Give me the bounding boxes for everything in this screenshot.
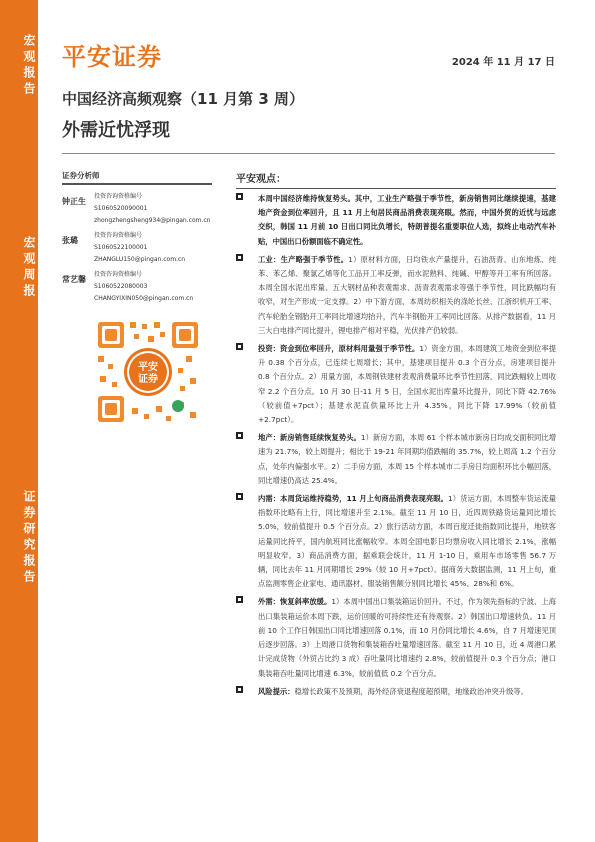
key-point-lead: 风险提示： (258, 686, 295, 696)
brand-logo: 平安证券 (62, 43, 162, 71)
sidebar-label-weekly: 宏观周报 (22, 236, 36, 300)
analyst-cert-number: S1060520090001 (94, 205, 148, 212)
report-title: 中国经济高频观察（11 月第 3 周） (62, 90, 304, 108)
key-point-domestic-demand (236, 492, 556, 591)
report-date: 2024 年 11 月 17 日 (451, 57, 555, 68)
analyst-panel-divider (62, 183, 212, 185)
qr-logo-bottom: 证券 (138, 374, 158, 385)
analyst-entry (62, 269, 222, 305)
key-point-body: 1）本周中国出口集装箱运价回升。不过，作为领先指标的宁波、上海出口集装箱运价本周下跌，运价回暖的可持续性还有待观察。2）韩国出口增速转负。11 月前 10 个工作日韩国出口同比增速回落 0.1%，而 10 月份同比增长 4.6%，自 7 月增速见顶后逐步回落。3）上周港口货物和集装箱吞吐量增速回落。截至 11 月 10 日，近 4 周港口累计完成货物（外贸占比约 3 成）吞吐量同比增速约 2.8%，较前值提升 0.3 个百分点；港口集装箱吞吐量同比增速 6.3%，较前值低 0.2 个百分点。 (258, 597, 557, 678)
analyst-name: 张璐 (62, 236, 78, 245)
key-point-body: 稳增长政策不及预期，海外经济衰退程度超预期，地缘政治冲突升级等。 (294, 686, 528, 696)
qr-logo-top: 平安 (138, 362, 158, 373)
analyst-cert-number: S1060522100001 (94, 244, 148, 251)
bullet-icon (236, 686, 243, 693)
sidebar-band (0, 0, 38, 842)
analyst-cert-label: 投资咨询资格编号 (94, 232, 143, 239)
key-point-lead: 地产：新房销售延续恢复势头。 (258, 433, 361, 443)
key-point-property (236, 431, 556, 488)
bullet-icon (236, 343, 243, 350)
key-point-lead: 投资：资金到位率回升，原材料用量强于季节性。 (258, 344, 420, 354)
report-subtitle: 外需近忧浮现 (62, 120, 170, 141)
key-point-body: 1）新房方面，本周 61 个样本城市新房日均成交面积同比增速为 21.7%，较上周提升；相比于 19-21 年同期均值跌幅的 35.7%，较上周高 1.2 个百分点，处年内偏强水平。2）二手房方面，本周 15 个样本城市二手房日均面积环比小幅回落，同比增速仍高达 25.4%。 (258, 433, 556, 485)
key-point-lead: 内需：本周货运维持稳势，11 月上旬商品消费表现亮眼。 (258, 494, 448, 504)
analyst-cert-label: 投资咨询资格编号 (94, 193, 143, 200)
bullet-icon (236, 254, 243, 261)
key-point-external-demand (236, 595, 556, 680)
analyst-name: 常艺馨 (62, 275, 86, 284)
bullet-icon (236, 193, 243, 200)
analyst-panel-title: 证券分析师 (62, 171, 100, 180)
key-point-lead: 工业：生产略强于季节性。 (258, 254, 349, 264)
key-point-investment (236, 342, 556, 427)
analyst-entry (62, 230, 222, 266)
analyst-email[interactable]: zhongzhengsheng934@pingan.com.cn (94, 217, 211, 224)
analyst-entry (62, 191, 222, 227)
key-point-body: 1）原材料方面，日均铁水产量提升，石油沥青、山东地炼、纯苯、苯乙烯、聚氯乙烯等化工品开工率反弹，而水泥熟料、纯碱、甲醇等开工率有所回落。本周全国水泥出库量、五大钢材品种表观需求、沥青表观需求等强于季节性，同比跌幅均有收窄，对生产形成一定支撑。2）中下游方面，本周纺织相关的涤纶长丝、江浙织机开工率、汽车轮胎全钢胎开工率同比增速均抬升，汽车半钢胎开工率同比回落。从排产数据看，11 月三大白电排产同比提升，锂电排产相对平稳，光伏排产仍较弱。 (258, 254, 557, 335)
bullet-icon (236, 596, 243, 603)
key-point-lead: 本周中国经济维持恢复势头。其中，工业生产略强于季节性，新房销售同比继续提速，基建地产资金到位率回升，且 11 月上旬居民商品消费表现亮眼。然而，中国外贸的近忧与远虑交织，韩国 11 月前 10 日出口同比负增长，特朗普提名重要职位人选，拟终止电动汽车补贴，中国出口份额面临不确定性。 (258, 194, 556, 246)
sidebar-label-report-type: 宏观报告 (22, 34, 36, 98)
key-point-risk (236, 685, 556, 699)
header-divider (62, 153, 555, 154)
analyst-panel (62, 170, 222, 308)
key-points-title: 平安观点： (236, 174, 286, 185)
key-points-panel (236, 170, 556, 703)
analyst-email[interactable]: CHANGYIXIN050@pingan.com.cn (94, 295, 194, 302)
analyst-cert-label: 投资咨询资格编号 (94, 271, 143, 278)
key-point-industry (236, 253, 556, 338)
key-point-lead: 外需：恢复斜率放缓。 (258, 597, 332, 607)
sidebar-label-research: 证券研究报告 (22, 490, 36, 586)
qr-code[interactable] (94, 318, 202, 426)
analyst-name: 钟正生 (62, 197, 86, 206)
key-point-body: 1）货运方面，本周整车货运流量指数环比略有上行，同比增速升至 2.1%。截至 11 月 10 日，近四周铁路货运量同比增长 5.0%，较前值提升 0.5 个百分点。2）旅行活动方面，本周百度迁徙指数同比提升，地铁客运量同比持平，国内航班同比涨幅收窄。本周全国电影日均票房收入同比增长 2.1%，涨幅明显收窄。3）商品消费方面，据乘联会统计，11 月 1-10 日，乘用车市场零售 56.7 万辆，同比去年 11 月同期增长 29%（较 10 月+7pct）。据商务大数据监测，11 月上旬，重点监测零售企业家电、通讯器材、服装销售额分别同比增长 45%、28%和 6%。 (258, 494, 556, 589)
bullet-icon (236, 493, 243, 500)
key-point-body: 1）资金方面，本周建筑工地资金到位率提升 0.38 个百分点，已连续七周增长；其中，基建项目提升 0.3 个百分点，房建项目提升 0.8 个百分点。2）用量方面，本周钢铁建材表观消费量环比季节性回落，同比跌幅较上周收窄 2.2 个百分点。10 月 30 日-11 月 5 日，全国水泥出库量环比提升，同比下降 42.76%（较前值+7pct）；基建水泥直供量环比上升 4.35%，同比下降 17.99%（较前值+2.7pct）。 (258, 344, 556, 425)
bullet-icon (236, 432, 243, 439)
key-point-overview (236, 192, 556, 249)
key-points-divider (236, 188, 556, 189)
analyst-email[interactable]: ZHANGLU150@pingan.com.cn (94, 256, 186, 263)
analyst-cert-number: S1060522080003 (94, 283, 148, 290)
